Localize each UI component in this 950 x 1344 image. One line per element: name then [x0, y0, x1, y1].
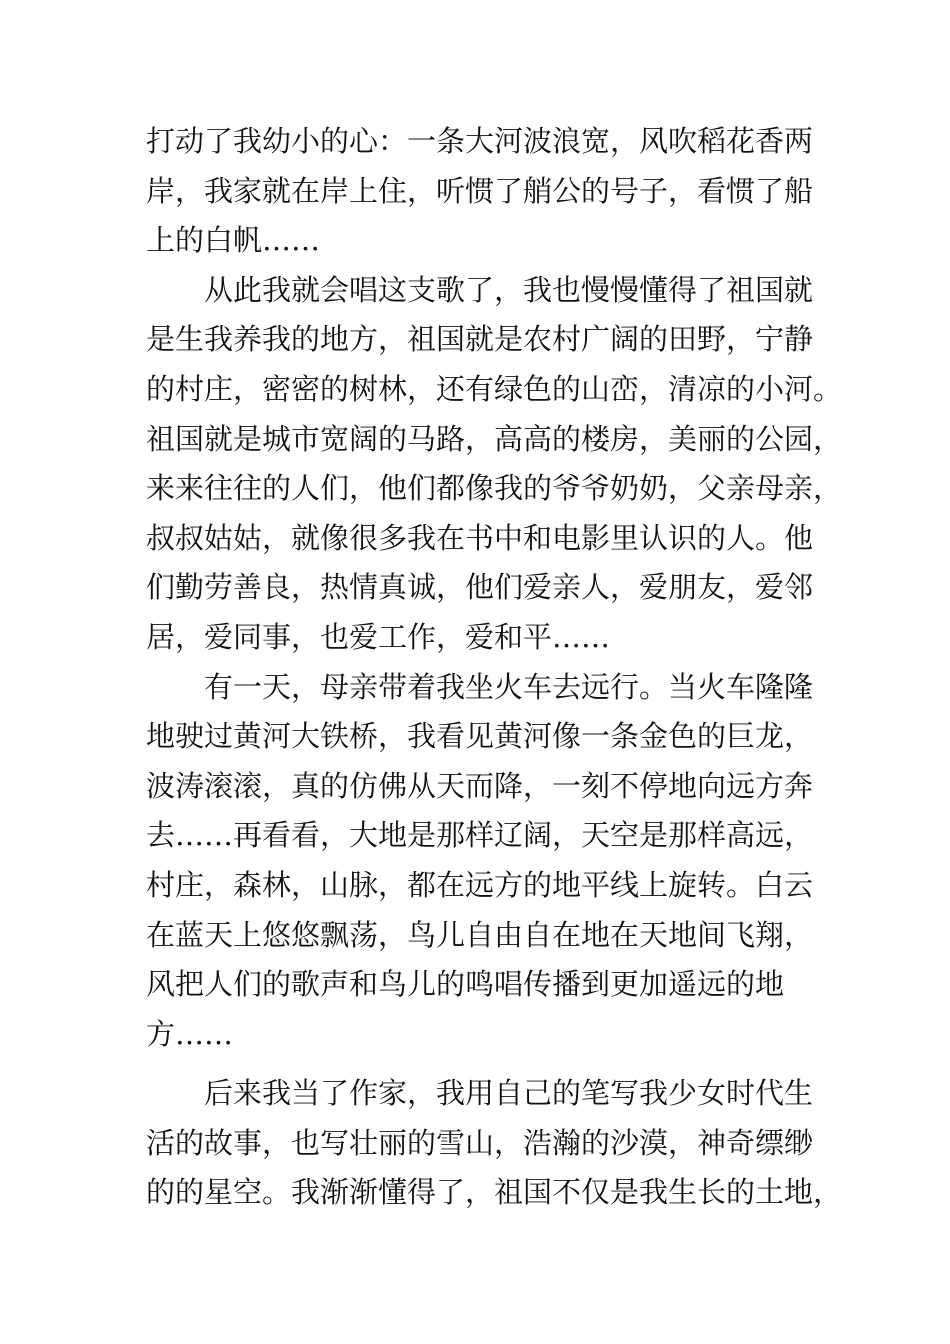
text-line: 方…… [146, 1016, 234, 1051]
text-line: 岸，我家就在岸上住，听惯了艄公的号子，看惯了船 [146, 173, 814, 208]
text-line: 地驶过黄河大铁桥，我看见黄河像一条金色的巨龙， [146, 719, 814, 754]
text-line: 有一天，母亲带着我坐火车去远行。当火车隆隆 [204, 669, 814, 704]
text-line: 在蓝天上悠悠飘荡，鸟儿自由自在地在天地间飞翔， [146, 917, 814, 952]
paragraph-2 [146, 266, 846, 663]
paragraph-spacer [146, 1059, 846, 1069]
text-line: 叔叔姑姑，就像很多我在书中和电影里认识的人。他 [146, 520, 814, 555]
text-line: 后来我当了作家，我用自己的笔写我少女时代生 [204, 1076, 814, 1111]
paragraph-4 [146, 1069, 846, 1218]
text-line: 风把人们的歌声和鸟儿的鸣唱传播到更加遥远的地 [146, 967, 785, 1002]
text-line: 去……再看看，大地是那样辽阔，天空是那样高远， [146, 818, 814, 853]
body-text [146, 117, 846, 1218]
paragraph-1 [146, 117, 846, 266]
text-line: 上的白帆…… [146, 223, 321, 258]
text-line: 从此我就会唱这支歌了，我也慢慢懂得了祖国就 [204, 272, 814, 307]
text-line: 的的星空。我渐渐懂得了，祖国不仅是我生长的土地， [146, 1175, 843, 1210]
text-line: 祖国就是城市宽阔的马路，高高的楼房，美丽的公园， [146, 421, 843, 456]
text-line: 波涛滚滚，真的仿佛从天而降，一刻不停地向远方奔 [146, 768, 814, 803]
text-line: 是生我养我的地方，祖国就是农村广阔的田野，宁静 [146, 322, 814, 357]
text-line: 们勤劳善良，热情真诚，他们爱亲人，爱朋友，爱邻 [146, 570, 814, 605]
text-line: 来来往往的人们，他们都像我的爷爷奶奶，父亲母亲， [146, 471, 843, 506]
text-line: 打动了我幼小的心：一条大河波浪宽，风吹稻花香两 [146, 124, 814, 158]
text-line: 村庄，森林，山脉，都在远方的地平线上旋转。白云 [146, 867, 814, 902]
paragraph-3 [146, 663, 846, 1060]
text-line: 居，爱同事，也爱工作，爱和平…… [146, 619, 611, 654]
text-line: 活的故事，也写壮丽的雪山，浩瀚的沙漠，神奇缥缈 [146, 1125, 814, 1160]
text-line: 的村庄，密密的树林，还有绿色的山峦，清凉的小河。 [146, 371, 843, 406]
